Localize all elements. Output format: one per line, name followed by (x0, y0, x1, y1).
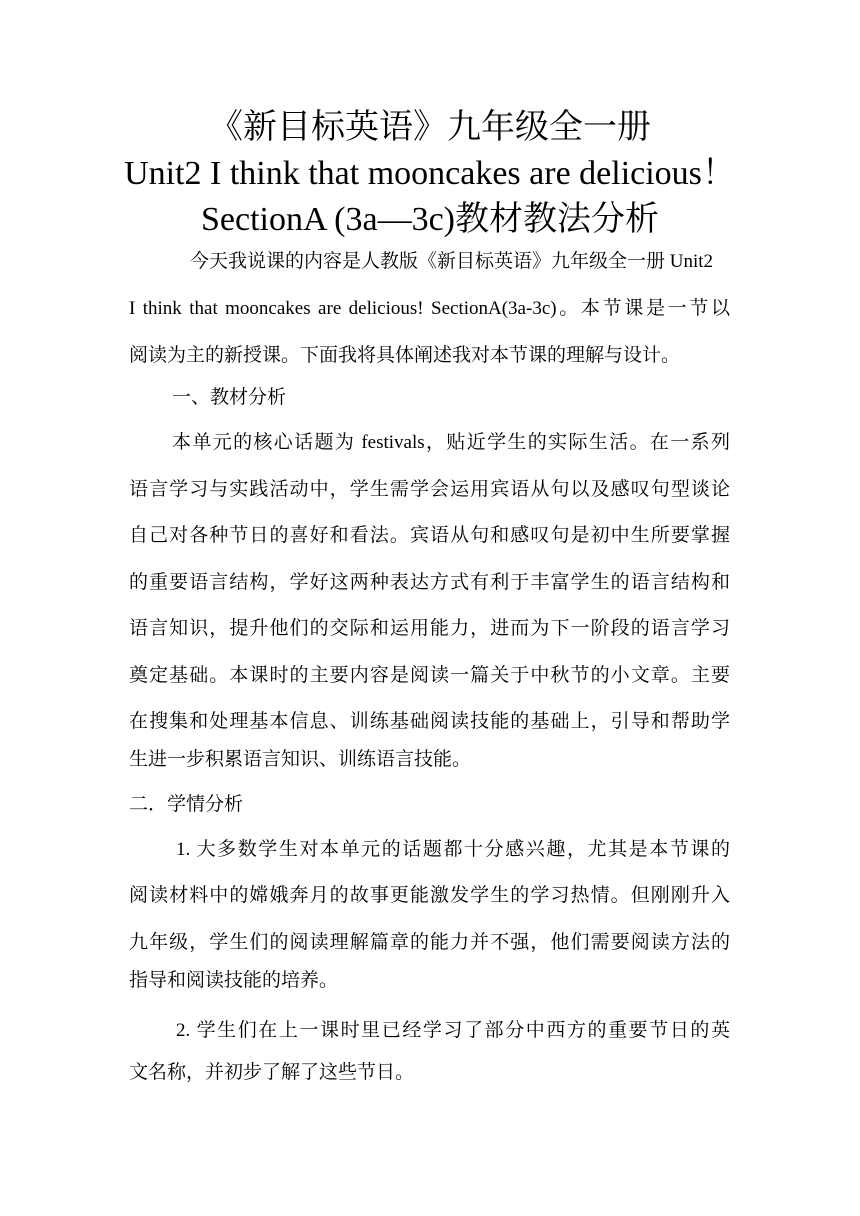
section1-line-8: 生进一步积累语言知识、训练语言技能。 (129, 749, 472, 770)
intro-line-1: 今天我说课的内容是人教版《新目标英语》九年级全一册 Unit2 (190, 251, 714, 272)
section1-line-1: 本单元的核心话题为 festivals，贴近学生的实际生活。在一系列 (172, 432, 730, 453)
section1-line-2: 语言学习与实践活动中，学生需学会运用宾语从句以及感叹句型谈论 (129, 479, 730, 500)
section1-line-7: 在搜集和处理基本信息、训练基础阅读技能的基础上，引导和帮助学 (129, 711, 730, 732)
item2-line-1: 2. 学生们在上一课时里已经学习了部分中西方的重要节日的英 (176, 1020, 730, 1041)
item1-line-4: 指导和阅读技能的培养。 (129, 970, 339, 991)
item2-line-2: 文名称，并初步了解了这些节日。 (129, 1062, 415, 1083)
section1-line-6: 奠定基础。本课时的主要内容是阅读一篇关于中秋节的小文章。主要 (129, 665, 730, 686)
section1-line-3: 自己对各种节日的喜好和看法。宾语从句和感叹句是初中生所要掌握 (129, 525, 730, 546)
section1-line-5: 语言知识，提升他们的交际和运用能力，进而为下一阶段的语言学习 (129, 618, 730, 639)
item1-line-1: 1. 大多数学生对本单元的话题都十分感兴趣，尤其是本节课的 (176, 839, 730, 860)
item1-line-2: 阅读材料中的嫦娥奔月的故事更能激发学生的学习热情。但刚刚升入 (129, 885, 730, 906)
title-line-1: 《新目标英语》九年级全一册 (209, 109, 651, 146)
intro-line-3: 阅读为主的新授课。下面我将具体阐述我对本节课的理解与设计。 (129, 345, 681, 366)
title-line-2: Unit2 I think that mooncakes are delicious！ (124, 155, 736, 192)
section2-heading: 二．学情分析 (129, 794, 244, 815)
section1-heading: 一、教材分析 (172, 387, 287, 408)
intro-line-2: I think that mooncakes are delicious! SectionA(3a-3c)。本节课是一节以 (129, 298, 730, 319)
title-line-3: SectionA (3a—3c)教材教法分析 (201, 201, 659, 238)
item1-line-3: 九年级，学生们的阅读理解篇章的能力并不强，他们需要阅读方法的 (129, 932, 730, 953)
section1-line-4: 的重要语言结构，学好这两种表达方式有利于丰富学生的语言结构和 (129, 572, 730, 593)
